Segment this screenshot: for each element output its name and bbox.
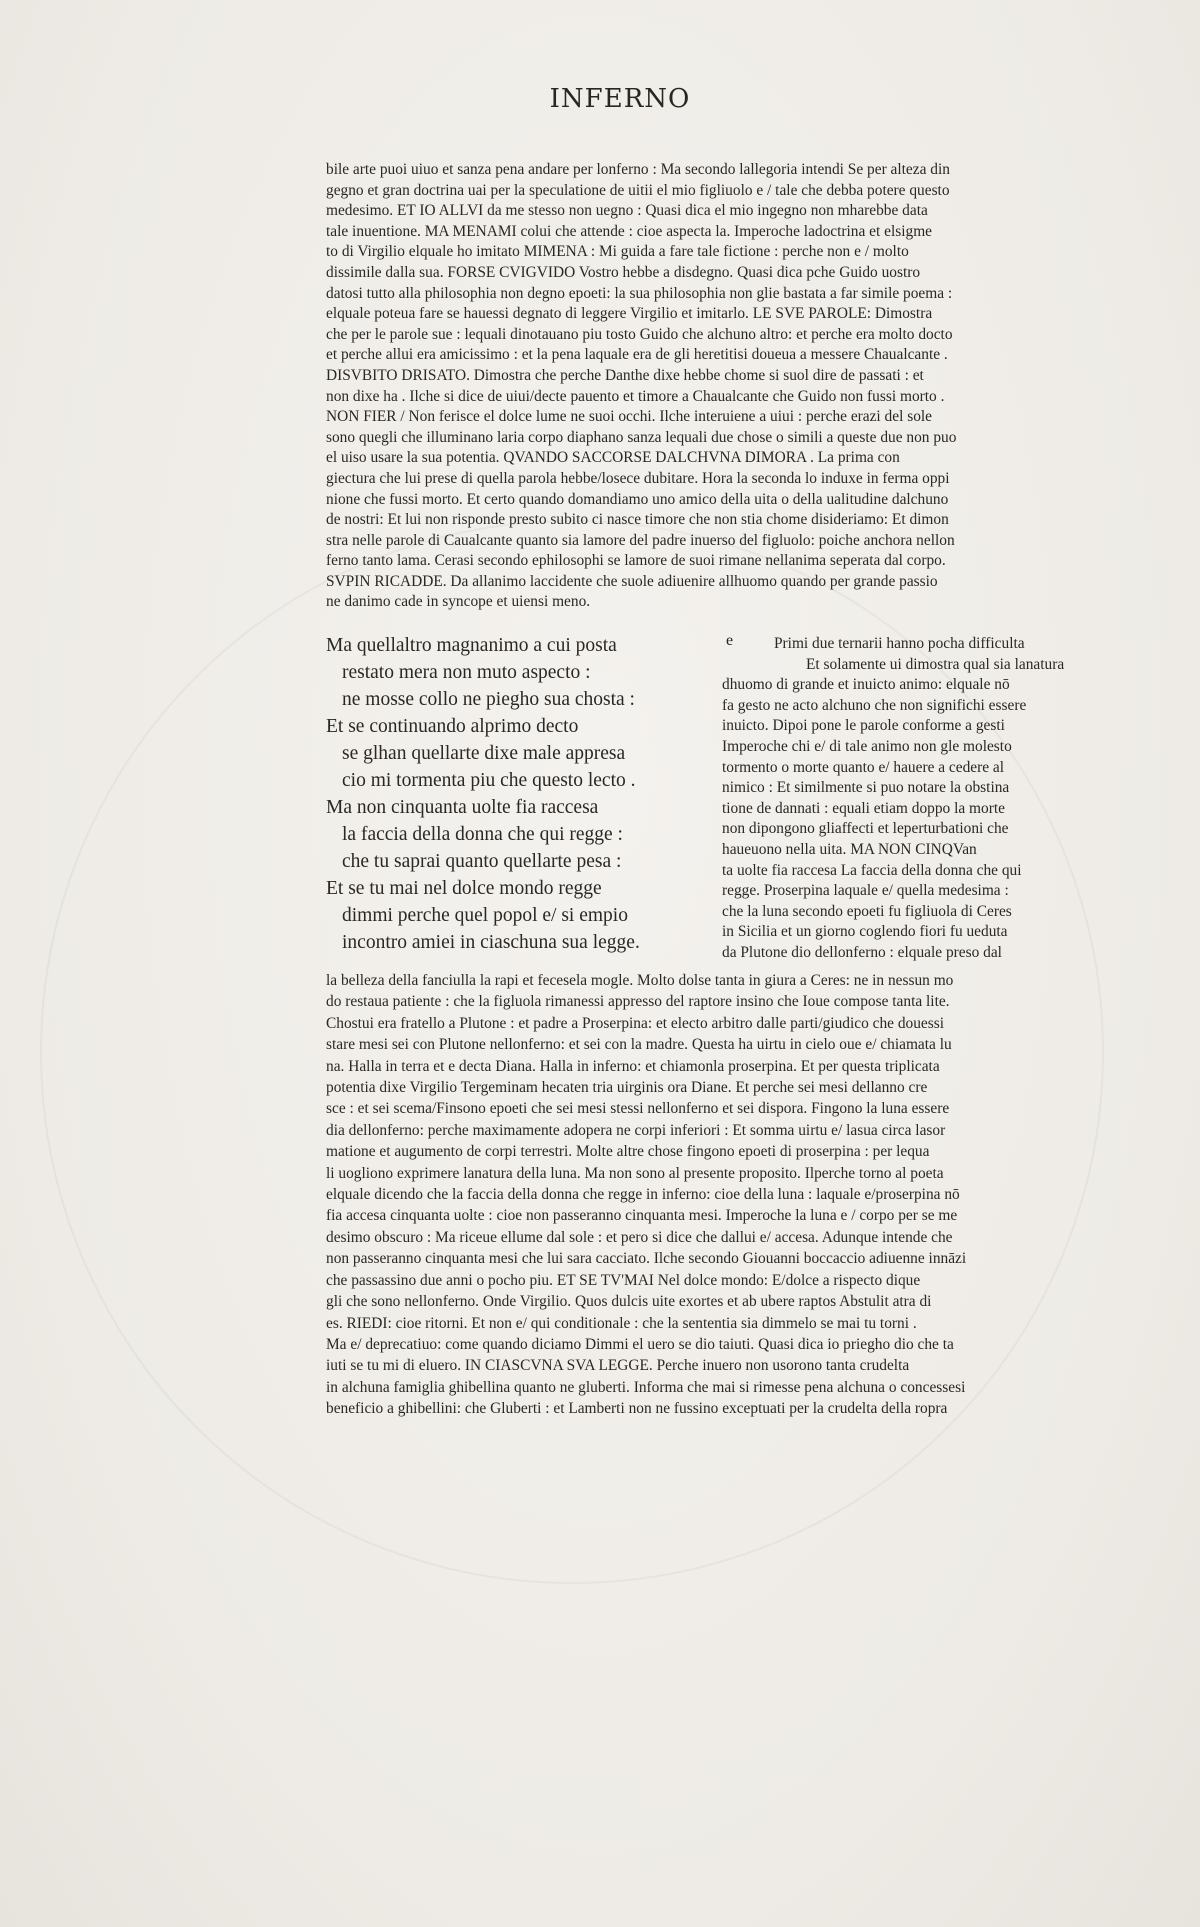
side-commentary-line: da Plutone dio dellonferno : elquale preso dal — [722, 943, 1002, 961]
side-commentary — [722, 634, 1086, 964]
side-commentary-line: Imperoche chi e/ di tale animo non gle molesto — [722, 737, 1012, 755]
bottom-commentary-line: es. RIEDI: cioe ritorni. Et non e/ qui conditionale : che la sententia sia dimmelo se mai tu torni . — [326, 1314, 917, 1332]
verse-line: Et se tu mai nel dolce mondo regge — [326, 878, 602, 899]
bottom-commentary-line: gli che sono nellonferno. Onde Virgilio. Quos dulcis uite exortes et ab ubere raptos Abstulit atra di — [326, 1293, 932, 1311]
verse-line: Ma quellaltro magnanimo a cui posta — [326, 635, 617, 656]
top-commentary-line: bile arte puoi uiuo et sanza pena andare per lonferno : Ma secondo lallegoria intendi Se per alteza din — [326, 161, 950, 178]
verse-line: che tu saprai quanto quellarte pesa : — [342, 851, 622, 872]
top-commentary-line: el uiso usare la sua potentia. QVANDO SACCORSE DALCHVNA DIMORA . La prima con — [326, 449, 900, 467]
side-commentary-line: fa gesto ne acto alchuno che non significhi essere — [722, 696, 1027, 714]
bottom-commentary-line: matione et augumento de corpi terrestri. Molte altre chose fingono epoeti di proserpina : per lequa — [326, 1143, 930, 1161]
bottom-commentary-line: do restaua patiente : che la figluola rimanessi appresso del raptore insino che Ioue compose tanta lite. — [326, 993, 950, 1011]
top-commentary-line: nione che fussi morto. Et certo quando domandiamo uno amico della uita o della ualitudine dalchuno — [326, 490, 949, 508]
top-commentary-line: ne danimo cade in syncope et uiensi meno. — [326, 593, 591, 611]
top-commentary-line: dissimile dalla sua. FORSE CVIGVIDO Vostro hebbe a disdegno. Quasi dica pche Guido uostro — [326, 263, 921, 281]
bottom-commentary-line: fia accesa cinquanta uolte : cioe non passeranno cinquanta mesi. Imperoche la luna e / corpo per se me — [326, 1207, 958, 1225]
bottom-commentary-line: li uogliono exprimere lanatura della luna. Ma non sono al presente proposito. Ilperche torno al poeta — [326, 1164, 944, 1182]
bottom-commentary-line: elquale dicendo che la faccia della donna che regge in inferno: cioe della luna : laquale e/proserpina nō — [326, 1186, 960, 1204]
bottom-commentary-line: Chostui era fratello a Plutone : et padre a Proserpina: et electo arbitro dalle parti/giudico che douessi — [326, 1014, 944, 1032]
verse-line: dimmi perche quel popol e/ si empio — [342, 905, 628, 926]
side-commentary-line: tormento o morte quanto e/ hauere a cedere al — [722, 758, 1005, 776]
verse-line: incontro amiei in ciaschuna sua legge. — [342, 932, 640, 953]
side-commentary-line: dhuomo di grande et inuicto animo: elquale nō — [722, 676, 1010, 694]
top-commentary-line: gegno et gran doctrina uai per la speculatione de uitii el mio figliuolo e / tale che debba potere questo — [326, 181, 950, 199]
side-commentary-line: ta uolte fia raccesa La faccia della donna che qui — [722, 861, 1022, 879]
bottom-commentary-line: non passeranno cinquanta mesi che lui sara cacciato. Ilche secondo Giouanni boccaccio adiuenne innāzi — [326, 1250, 967, 1268]
top-commentary-line: ferno tanto lama. Cerasi secondo ephilosophi se lamore de suoi rimane nellanima seperata dal corpo. — [326, 552, 946, 570]
top-commentary-line: stra nelle parole di Caualcante quanto sia lamore del padre inuerso del figluolo: poiche anchora nellon — [326, 531, 955, 549]
bottom-commentary-line: in alchuna famiglia ghibellina quanto ne gluberti. Informa che mai si rimesse pena alchuna o concessesi — [326, 1378, 966, 1396]
bottom-commentary-line: dia dellonferno: perche maximamente adopera ne corpi inferiori : Et somma uirtu e/ lasua circa lasor — [326, 1121, 946, 1139]
top-commentary-line: to di Virgilio elquale ho imitato MIMENA : Mi guida a fare tale fictione : perche non e / molto — [326, 243, 909, 261]
top-commentary-line: elquale poteua fare se hauessi degnato di leggere Virgilio et imitarlo. LE SVE PAROLE: Dimostra — [326, 305, 933, 323]
bottom-commentary-line: desimo obscuro : Ma riceue ellume dal sole : et pero si dice che dallui e/ accesa. Adunque intende che — [326, 1228, 953, 1246]
top-commentary-line: DISVBITO DRISATO. Dimostra che perche Danthe dixe hebbe chome si suol dire de passati : et — [326, 366, 924, 384]
side-commentary-line: haueuono nella uita. MA NON CINQVan — [722, 840, 977, 858]
top-commentary-line: NON FIER / Non ferisce el dolce lume ne suoi occhi. Ilche interuiene a uiui : perche erazi del sole — [326, 408, 932, 426]
verse-line: se glhan quellarte dixe male appresa — [342, 743, 626, 764]
side-commentary-line: Primi due ternarii hanno pocha difficulta — [774, 635, 1025, 652]
verse-line: restato mera non muto aspecto : — [342, 662, 591, 683]
side-commentary-line: che la luna secondo epoeti fu figliuola di Ceres — [722, 902, 1012, 920]
top-commentary — [326, 160, 1086, 613]
top-commentary-line: tale inuentione. MA MENAMI colui che attende : cioe aspecta la. Imperoche ladoctrina et elsigme — [326, 222, 932, 240]
top-commentary-line: giectura che lui prese di quella parola hebbe/losece dubitare. Hora la seconda lo induxe in ferma oppi — [326, 469, 950, 487]
side-commentary-line: Et solamente ui dimostra qual sia lanatura — [806, 655, 1065, 673]
side-commentary-line: regge. Proserpina laquale e/ quella medesima : — [722, 882, 1009, 900]
bottom-commentary-line: potentia dixe Virgilio Tergeminam hecaten tria uirginis ora Diane. Et perche sei mesi dellanno cre — [326, 1079, 928, 1097]
verse-line: la faccia della donna che qui regge : — [342, 824, 623, 845]
top-commentary-line: che per le parole sue : lequali dinotauano piu tosto Guido che alchuno altro: et perche era molto docto — [326, 325, 953, 343]
top-commentary-line: medesimo. ET IO ALLVI da me stesso non uegno : Quasi dica el mio ingegno non mharebbe data — [326, 202, 928, 220]
bottom-commentary-line: la belleza della fanciulla la rapi et fecesela mogle. Molto dolse tanta in giura a Ceres: ne in nessun mo — [326, 972, 954, 989]
verse-line: ne mosse collo ne piegho sua chosta : — [342, 689, 635, 710]
bottom-commentary — [326, 970, 1086, 1420]
bottom-commentary-line: Ma e/ deprecatiuo: come quando diciamo Dimmi el uero se dio taiuti. Quasi dica io priegho dio che ta — [326, 1335, 954, 1353]
verse-line: cio mi tormenta piu che questo lecto . — [342, 770, 636, 791]
top-commentary-line: non dixe ha . Ilche si dice de uiui/decte pauento et timore a Chaualcante che Guido non fussi morto . — [326, 387, 945, 405]
side-commentary-line: inuicto. Dipoi pone le parole conforme a gesti — [722, 717, 1005, 735]
top-commentary-line: SVPIN RICADDE. Da allanimo laccidente che suole adiuenire allhuomo quando per grande passio — [326, 572, 938, 590]
top-commentary-line: sono quegli che illuminano laria corpo diaphano sanza lequali due chose o simili a queste due non puo — [326, 428, 957, 446]
running-title-text: INFERNO — [549, 84, 691, 114]
bottom-commentary-line: na. Halla in terra et e decta Diana. Halla in inferno: et chiamonla proserpina. Et per questa triplicata — [326, 1057, 940, 1075]
side-commentary-line: tione de dannati : equali etiam doppo la morte — [722, 799, 1005, 817]
bottom-commentary-line: che passassino due anni o pocho piu. ET SE TV'MAI Nel dolce mondo: E/dolce a rispecto dique — [326, 1271, 921, 1289]
top-commentary-line: datosi tutto alla philosophia non degno epoeti: la sua philosophia non glie bastata a far simile poema : — [326, 284, 953, 302]
verse-line: Ma non cinquanta uolte fia raccesa — [326, 797, 599, 818]
side-commentary-line: in Sicilia et un giorno coglendo fiori fu ueduta — [722, 923, 1008, 941]
side-commentary-line: non dipongono gliaffecti et leperturbationi che — [722, 820, 1009, 838]
bottom-commentary-line: stare mesi sei con Plutone nellonferno: et sei con la madre. Questa ha uirtu in cielo oue e/ chiamata lu — [326, 1036, 952, 1054]
running-title — [0, 84, 1200, 114]
verse-passage — [326, 632, 706, 956]
top-commentary-line: de nostri: Et lui non risponde presto subito ci nasce timore che non stia chome disideriamo: Et dimon — [326, 511, 949, 529]
bottom-commentary-line: sce : et sei scema/Finsono epoeti che sei mesi stessi nellonferno et sei dispora. Fingono la luna essere — [326, 1100, 950, 1118]
verse-line: Et se continuando alprimo decto — [326, 716, 579, 737]
bottom-commentary-line: beneficio a ghibellini: che Gluberti : et Lamberti non ne fussino exceptuati per la crudelta della ropra — [326, 1400, 948, 1418]
top-commentary-line: et perche allui era amicissimo : et la pena laquale era de gli heretitisi doueua a messere Chaualcante . — [326, 346, 948, 364]
verse-marker: e — [726, 632, 734, 649]
side-commentary-line: nimico : Et similmente si puo notare la obstina — [722, 779, 1010, 797]
bottom-commentary-line: iuti se tu mi di eluero. IN CIASCVNA SVA LEGGE. Perche inuero non usorono tanta crudelta — [326, 1357, 910, 1375]
